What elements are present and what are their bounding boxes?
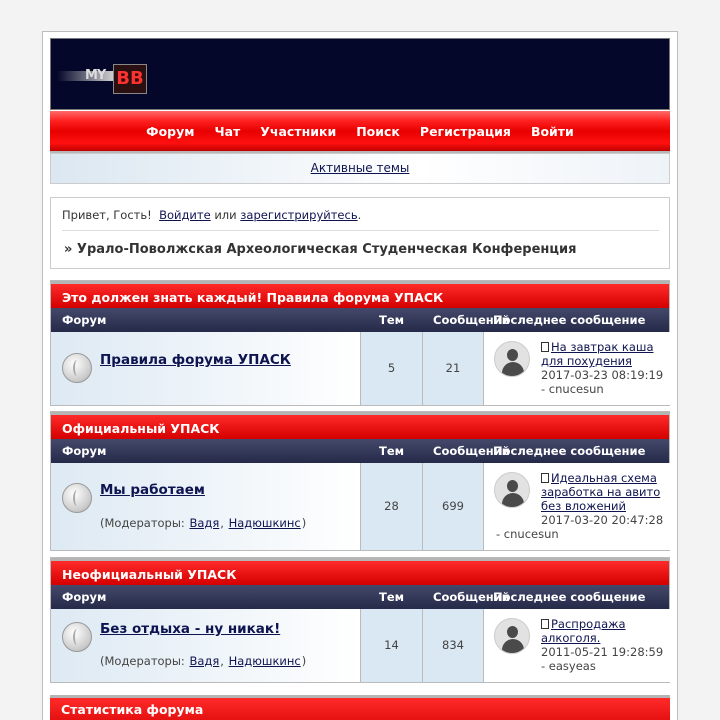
- posts-cell: [423, 332, 484, 405]
- user-avatar[interactable]: [494, 472, 530, 508]
- mod-close: ): [301, 516, 307, 530]
- posts-cell: [423, 463, 484, 550]
- user-avatar[interactable]: [494, 618, 530, 654]
- forum-status-icon: [62, 353, 92, 383]
- last-post-info: [496, 471, 667, 541]
- nav-chat[interactable]: Чат: [214, 123, 241, 139]
- active-topics-link[interactable]: Активные темы: [310, 161, 410, 175]
- col-posts: Сообщений: [433, 313, 510, 327]
- last-post-link[interactable]: Распродажа алкоголя.: [541, 617, 626, 645]
- welcome-line: [62, 208, 361, 222]
- welcome-divider: [62, 230, 659, 231]
- col-last: Последнее сообщение: [493, 313, 646, 327]
- active-topics-bar: [50, 153, 670, 184]
- topics-count: 5: [387, 361, 396, 375]
- forum-row: [51, 332, 669, 405]
- last-post-info: [541, 617, 667, 673]
- col-posts: Сообщений: [433, 444, 510, 458]
- forum-title-link[interactable]: Правила форума УПАСК: [100, 352, 291, 368]
- nav-search[interactable]: Поиск: [356, 123, 400, 139]
- col-forum: Форум: [62, 313, 107, 327]
- category-title[interactable]: Неофициальный УПАСК: [51, 558, 669, 585]
- last-post-info: [541, 340, 667, 396]
- last-post-date: 2017-03-23 08:19:19: [541, 368, 664, 382]
- column-headers: [51, 439, 669, 463]
- moderators-label: (Модераторы:: [100, 654, 185, 668]
- last-post-author[interactable]: - cnucesun: [541, 382, 604, 396]
- document-icon: [541, 342, 549, 352]
- col-topics: Тем: [379, 444, 405, 458]
- forum-status-icon: [62, 483, 92, 513]
- user-avatar[interactable]: [494, 341, 530, 377]
- moderator-link[interactable]: Надюшкинс: [228, 654, 301, 668]
- col-posts: Сообщений: [433, 590, 510, 604]
- col-last: Последнее сообщение: [493, 444, 646, 458]
- mod-close: ): [301, 654, 307, 668]
- category-rules: [50, 280, 670, 406]
- posts-count: 834: [442, 638, 464, 652]
- document-icon: [541, 619, 549, 629]
- column-headers: [51, 585, 669, 609]
- moderators: [100, 516, 306, 530]
- moderators-label: (Модераторы:: [100, 516, 185, 530]
- mybb-logo[interactable]: [57, 63, 144, 95]
- col-topics: Тем: [379, 313, 405, 327]
- last-post-cell: [484, 609, 671, 682]
- category-title[interactable]: Официальный УПАСК: [51, 412, 669, 439]
- column-headers: [51, 308, 669, 332]
- document-icon: [541, 473, 549, 483]
- mod-separator: ,: [220, 516, 224, 530]
- register-link[interactable]: зарегистрируйтесь: [240, 208, 358, 222]
- logo-bb-text: BB: [113, 64, 147, 94]
- topics-cell: [361, 463, 423, 550]
- moderator-link[interactable]: Надюшкинс: [228, 516, 301, 530]
- forum-status-icon: [62, 622, 92, 652]
- col-forum: Форум: [62, 590, 107, 604]
- main-navigation: [50, 111, 670, 153]
- nav-members[interactable]: Участники: [260, 123, 337, 139]
- last-post-cell: [484, 463, 671, 550]
- posts-count: 699: [442, 499, 464, 513]
- category-title[interactable]: Это должен знать каждый! Правила форума УПАСК: [51, 281, 669, 308]
- welcome-box: [50, 197, 670, 269]
- topics-cell: [361, 332, 423, 405]
- page-container: [42, 31, 678, 720]
- nav-register[interactable]: Регистрация: [419, 123, 511, 139]
- moderator-link[interactable]: Вадя: [189, 654, 220, 668]
- last-post-date: 2011-05-21 19:28:59: [541, 645, 664, 659]
- posts-count: 21: [445, 361, 461, 375]
- forum-row: [51, 609, 669, 682]
- forum-cell: [51, 463, 361, 550]
- category-official: [50, 411, 670, 551]
- breadcrumb[interactable]: » Урало-Поволжская Археологическая Студенческая Конференция: [64, 242, 577, 257]
- nav-forum[interactable]: Форум: [146, 123, 195, 139]
- last-post-cell: [484, 332, 671, 405]
- posts-cell: [423, 609, 484, 682]
- forum-cell: [51, 609, 361, 682]
- col-forum: Форум: [62, 444, 107, 458]
- or-text: или: [214, 208, 237, 222]
- site-header: [50, 38, 670, 110]
- col-topics: Тем: [379, 590, 405, 604]
- greeting-text: Привет, Гость!: [62, 208, 152, 222]
- last-post-author[interactable]: - easyeas: [541, 659, 596, 673]
- forum-row: [51, 463, 669, 550]
- topics-count: 28: [384, 499, 399, 513]
- moderator-link[interactable]: Вадя: [189, 516, 220, 530]
- forum-title-link[interactable]: Мы работаем: [100, 482, 205, 498]
- col-last: Последнее сообщение: [493, 590, 646, 604]
- topics-cell: [361, 609, 423, 682]
- logo-my-text: MY: [85, 68, 106, 83]
- topics-count: 14: [384, 638, 399, 652]
- last-post-date: 2017-03-20 20:47:28: [541, 513, 664, 527]
- last-post-link[interactable]: Идеальная схема заработка на авито без вложений: [541, 471, 661, 513]
- mod-separator: ,: [220, 654, 224, 668]
- forum-stats-header: Статистика форума: [50, 695, 670, 720]
- period-text: .: [357, 208, 362, 222]
- category-unofficial: [50, 557, 670, 683]
- last-post-link[interactable]: На завтрак каша для похудения: [541, 340, 654, 368]
- moderators: [100, 654, 306, 668]
- login-link[interactable]: Войдите: [159, 208, 211, 222]
- last-post-author[interactable]: - cnucesun: [496, 527, 559, 541]
- forum-title-link[interactable]: Без отдыха - ну никак!: [100, 621, 281, 637]
- nav-login[interactable]: Войти: [530, 123, 574, 139]
- forum-cell: [51, 332, 361, 405]
